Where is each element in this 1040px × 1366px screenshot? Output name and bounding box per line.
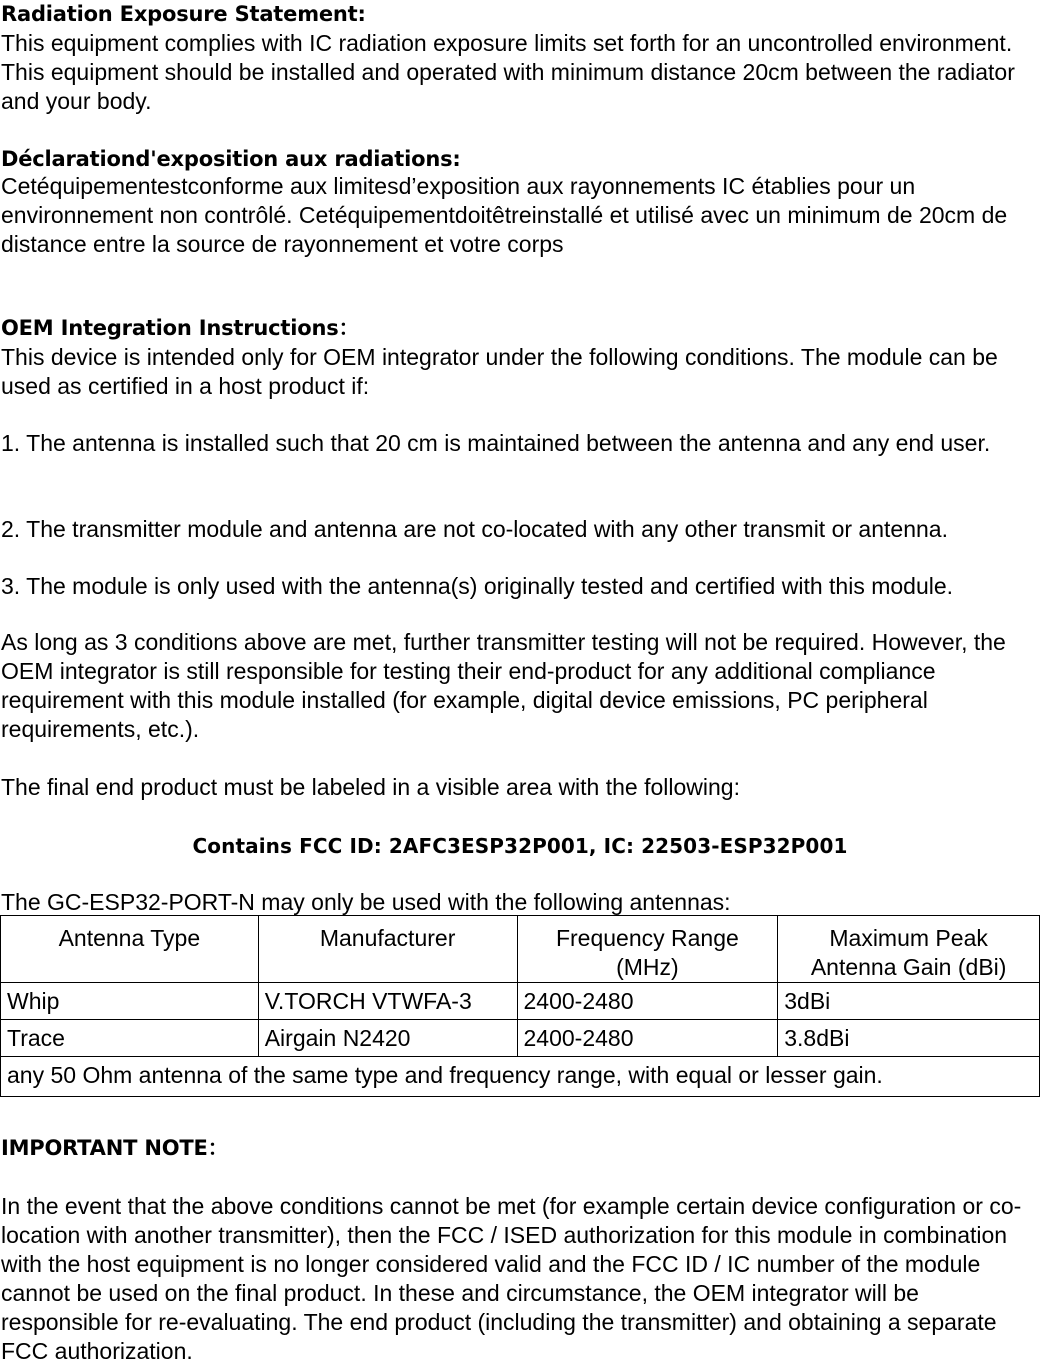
table-footer-row [1,1057,1040,1097]
header-frequency-range: Frequency Range (MHz) [517,916,778,983]
radiation-fr-body: Cetéquipementestconforme aux limitesd’exposition aux rayonnements IC établies pour un environnement non contrôlé. Cetéquipementdoitêtreinstallé et utilisé avec un minimum de 20cm de distance entre la source de rayonnement et votre corps [1,173,1008,257]
radiation-fr-heading: Déclarationd'exposition aux radiations: [1,147,461,171]
cell-antenna-type: Trace [1,1020,259,1057]
fcc-label-text: Contains FCC ID: 2AFC3ESP32P001, IC: 22503-ESP32P001 [192,834,848,858]
cell-manufacturer: V.TORCH VTWFA-3 [258,983,517,1020]
header-manufacturer: Manufacturer [258,916,517,983]
cell-frequency-range: 2400-2480 [517,983,778,1020]
oem-condition-2: 2. The transmitter module and antenna are not co-located with any other transmit or antenna. [1,516,948,542]
table-row [1,983,1040,1020]
cell-max-gain: 3dBi [778,983,1040,1020]
radiation-en-body: This equipment complies with IC radiation exposure limits set forth for an uncontrolled environment. This equipment should be installed and operated with minimum distance 20cm between the radiator and your body. [1,30,1015,114]
cell-frequency-range: 2400-2480 [517,1020,778,1057]
oem-condition-1: 1. The antenna is installed such that 20 cm is maintained between the antenna and any end user. [1,430,991,456]
radiation-en-heading: Radiation Exposure Statement: [1,2,366,26]
oem-heading: OEM Integration Instructions： [1,316,360,340]
oem-condition-3: 3. The module is only used with the antenna(s) originally tested and certified with this module. [1,573,954,599]
important-heading: IMPORTANT NOTE： [1,1136,229,1160]
cell-footer-note: any 50 Ohm antenna of the same type and frequency range, with equal or lesser gain. [1,1057,1040,1097]
oem-intro: This device is intended only for OEM integrator under the following conditions. The module can be used as certified in a host product if: [1,344,998,399]
table-row [1,1020,1040,1057]
important-body: In the event that the above conditions cannot be met (for example certain device configuration or co-location with another transmitter), then the FCC / ISED authorization for this module in combination with the host equipment is no longer considered valid and the FCC ID / IC number of the module cannot be used on the final product. In these and circumstance, the OEM integrator will be responsible for re-evaluating. The end product (including the transmitter) and obtaining a separate FCC authorization. [1,1193,1022,1364]
header-antenna-type: Antenna Type [1,916,259,983]
antenna-intro: The GC-ESP32-PORT-N may only be used with the following antennas: [1,889,731,915]
oem-long-paragraph: As long as 3 conditions above are met, further transmitter testing will not be required. However, the OEM integrator is still responsible for testing their end-product for any additional compliance requirement with this module installed (for example, digital device emissions, PC peripheral requirements, etc.). [1,629,1006,742]
cell-manufacturer: Airgain N2420 [258,1020,517,1057]
label-intro: The final end product must be labeled in a visible area with the following: [1,774,740,800]
cell-max-gain: 3.8dBi [778,1020,1040,1057]
cell-antenna-type: Whip [1,983,259,1020]
header-max-gain: Maximum Peak Antenna Gain (dBi) [778,916,1040,983]
table-header-row [1,916,1040,983]
antenna-table [0,915,1040,1097]
